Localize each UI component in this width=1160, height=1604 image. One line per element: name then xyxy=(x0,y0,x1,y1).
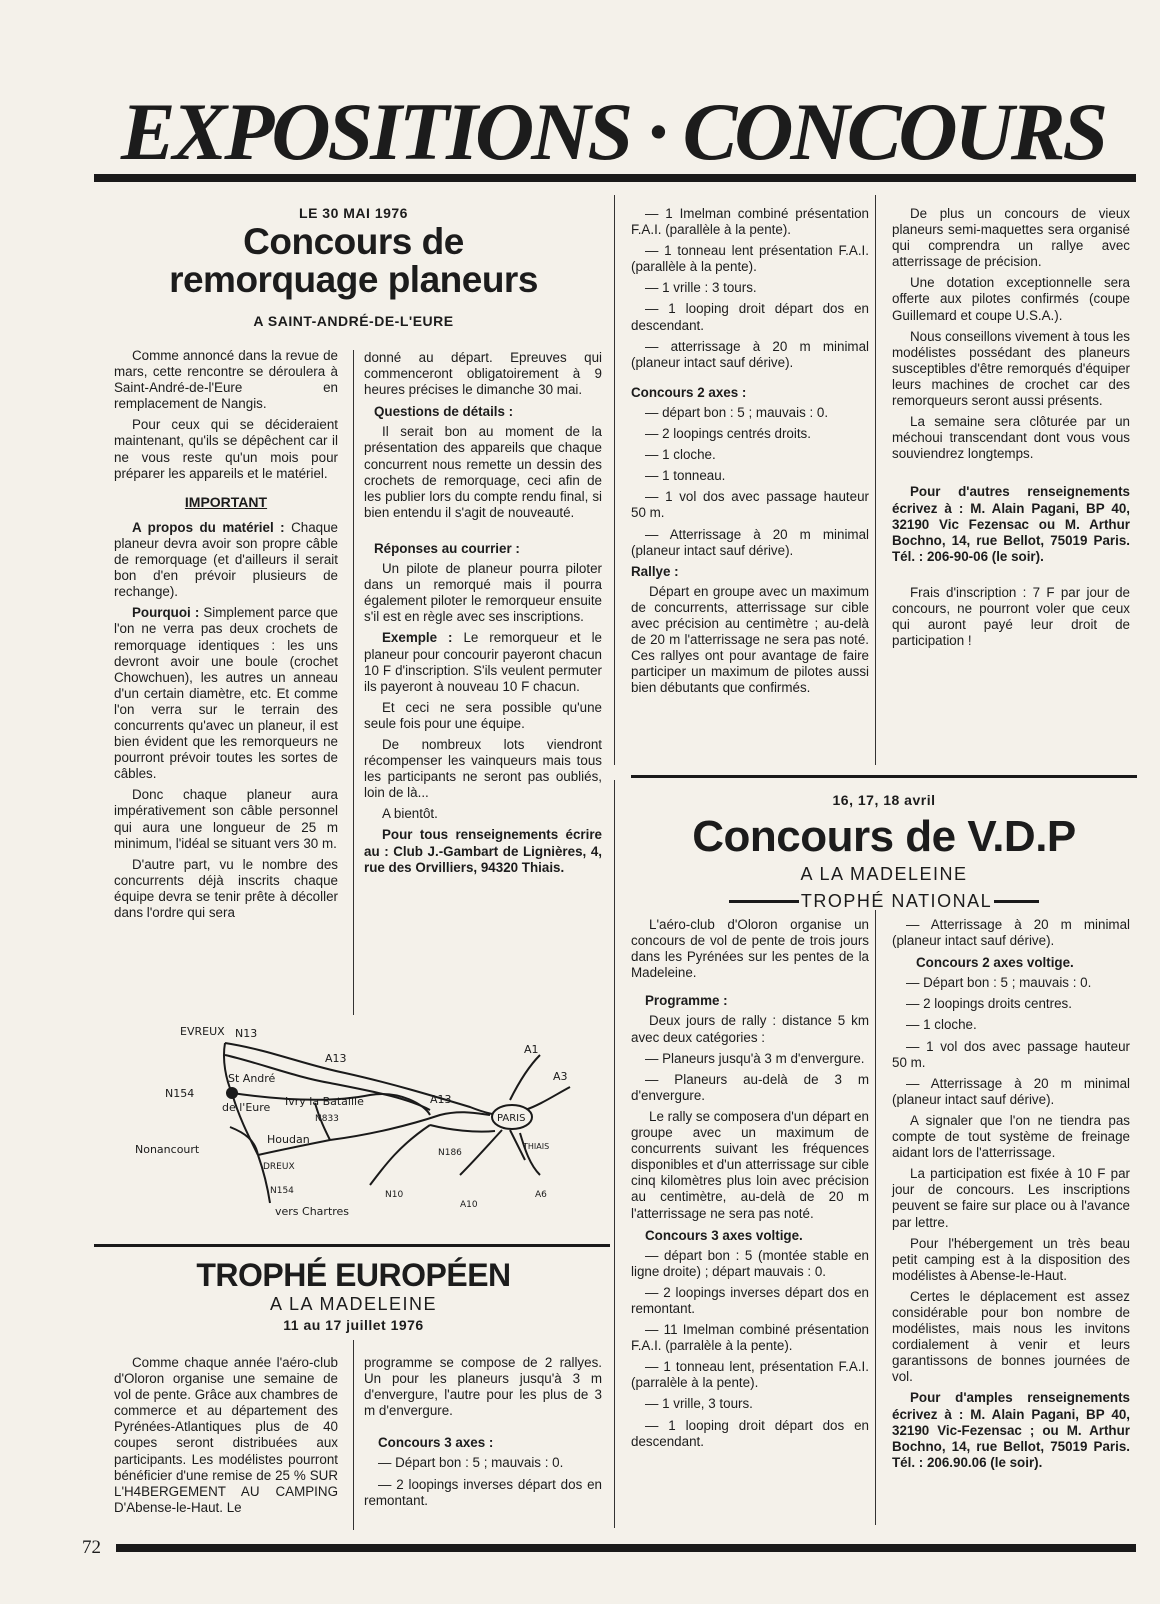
list-item: — Atterrissage à 20 m minimal (planeur intact sauf dérive). xyxy=(892,917,1130,949)
list-item: — 1 tonneau lent présentation F.A.I. (parallèle à la pente). xyxy=(631,243,869,275)
label-a1: A1 xyxy=(524,1043,539,1056)
paragraph xyxy=(114,520,338,600)
label-n13: N13 xyxy=(235,1027,258,1040)
list-item: — 1 vrille : 3 tours. xyxy=(645,280,757,296)
page-number: 72 xyxy=(82,1537,101,1558)
subtitle-rule-left xyxy=(729,900,799,903)
contact-paragraph: Pour d'amples renseignements écrivez à : M. Alain Pagani, BP 40, 32190 Vic-Fezensac ; ou M. Arthur Bochno, 14, rue Bellot, 75019 Paris. Tél. : 206.90.06 (le soir). xyxy=(892,1390,1130,1470)
remorquage-header xyxy=(96,205,611,329)
paragraph: Un pilote de planeur pourra piloter dans un remorqué mais il pourra également piloter le remorqueur ensuite s'il est en règle avec ses inscriptions. xyxy=(364,561,602,625)
label-a13-north: A13 xyxy=(325,1052,347,1065)
list-item: — départ bon : 5 ; mauvais : 0. xyxy=(645,404,829,420)
text: Le remorqueur et le planeur pour concourir payeront chacun 10 F d'inscription. S'ils veulent permuter ils payeront à nouveau 10 F chacun. xyxy=(364,630,602,694)
label-houdan: Houdan xyxy=(267,1133,310,1146)
paragraph: Deux jours de rally : distance 5 km avec deux catégories : xyxy=(631,1013,869,1045)
list-item: — 2 loopings droits centres. xyxy=(906,996,1072,1012)
paragraph: L'aéro-club d'Oloron organise un concours de vol de pente de trois jours dans les Pyrénées sur les pentes de la Madeleine. xyxy=(631,917,869,981)
column-rule-4 xyxy=(614,780,615,1528)
list-item: — 1 vol dos avec passage hauteur 50 m. xyxy=(631,489,869,521)
label-n154-south: N154 xyxy=(270,1186,294,1196)
paragraph: A bientôt. xyxy=(382,806,438,822)
list-item: — Planeurs jusqu'à 3 m d'envergure. xyxy=(645,1050,865,1066)
column-rule-1 xyxy=(353,350,354,1015)
heading-rallye: Rallye : xyxy=(631,563,679,579)
vdp-header xyxy=(631,792,1137,912)
paragraph: Donc chaque planeur aura impérativement son câble personnel qui aura une longueur de 25 m minimum, l'idéal se situant vers 30 m. xyxy=(114,787,338,851)
label: Exemple : xyxy=(382,630,453,646)
paragraph: Nous conseillons vivement à tous les modélistes possédant des planeurs susceptibles d'être remorqués d'équiper leurs machines de crochet car des remorqueurs seront aussi présents. xyxy=(892,328,1130,409)
paragraph: donné au départ. Epreuves qui commenceront obligatoirement à 9 heures précises le dimanche 30 mai. xyxy=(364,350,602,398)
list-item: — 1 looping droit départ dos en descendant. xyxy=(631,1417,869,1449)
heading-concours-2-axes: Concours 2 axes : xyxy=(631,384,747,400)
text: Simplement parce que l'on ne verra pas deux crochets de remorquage identiques : les uns devront avoir une boule (crochet Chowchuen), les autres un anneau d'un certain diamètre, etc. Et comme l'on verra sur le terrain des concurrents qu'avec un planeur, il est bien évident que les remorqueurs ne pourront prévoir toutes les sortes de câbles. xyxy=(114,605,338,782)
standre-marker xyxy=(226,1087,238,1099)
list-item: — 11 Imelman combiné présentation F.A.I. (parralèle à la pente). xyxy=(631,1322,869,1354)
europeen-header xyxy=(96,1258,611,1333)
list-item: — atterrissage à 20 m minimal (planeur intact sauf dérive). xyxy=(631,338,869,370)
label-thiais: THIAIS xyxy=(523,1142,550,1151)
europeen-place: A LA MADELEINE xyxy=(269,1294,438,1314)
label-standre-1: St André xyxy=(228,1072,276,1085)
list-item: — 1 vrille, 3 tours. xyxy=(645,1396,753,1412)
paragraph: Le rally se composera d'un départ en groupe avec un maximum de concurrents suivant les fréquences disponibles et d'un atterrissage sur cible cinq kilomètres plus loin avec précision au centimètre, au-delà de 20 m l'atterrissage ne sera pas noté. xyxy=(631,1108,869,1221)
heading-programme: Programme : xyxy=(645,993,728,1009)
list-item: — 1 cloche. xyxy=(645,447,716,463)
vdp-subtitle: TROPHÉ NATIONAL xyxy=(800,891,993,911)
paragraph: De nombreux lots viendront récompenser les vainqueurs mais tous les participants ne seront pas oubliés, loin de là... xyxy=(364,736,602,801)
label: Pourquoi : xyxy=(132,605,200,621)
list-item: — Atterrissage à 20 m minimal (planeur intact sauf dérive). xyxy=(892,1075,1130,1107)
label-n10: N10 xyxy=(385,1190,404,1200)
label-standre-2: de l'Eure xyxy=(222,1101,271,1114)
heading-concours-2-axes-voltige: Concours 2 axes voltige. xyxy=(916,955,1074,971)
vdp-subtitle-row xyxy=(631,891,1137,912)
paragraph: De plus un concours de vieux planeurs semi-maquettes sera organisé qui comprendra un rallye avec atterrissage de précision. xyxy=(892,206,1130,270)
subtitle-rule-right xyxy=(994,900,1039,903)
list-item: — 1 vol dos avec passage hauteur 50 m. xyxy=(892,1038,1130,1070)
label-ivry: Ivry la Bataille xyxy=(285,1095,364,1108)
list-item: — départ bon : 5 (montée stable en ligne droite) ; départ mauvais : 0. xyxy=(631,1247,869,1279)
list-item: — 1 tonneau. xyxy=(645,468,726,484)
paragraph: A signaler que l'on ne tiendra pas compte de tout système de freinage aidant lors de l'atterrissage. xyxy=(892,1112,1130,1161)
paragraph: La semaine sera clôturée par un méchoui transcendant dont vous vous souviendrez longtemps. xyxy=(892,414,1130,462)
road-a1 xyxy=(510,1055,540,1100)
road-n154-north xyxy=(224,1043,232,1093)
road-nonancourt xyxy=(230,1127,258,1155)
road-n10 xyxy=(370,1125,430,1185)
label-a10: A10 xyxy=(460,1200,478,1210)
vieux-planeurs-column xyxy=(892,206,1130,654)
column-rule-5 xyxy=(353,1340,354,1530)
masthead-title: EXPOSITIONS · CONCOURS xyxy=(120,92,1106,172)
label-n154-north: N154 xyxy=(165,1087,195,1100)
footer-rule xyxy=(116,1544,1136,1552)
list-item: — 1 looping droit départ dos en descendant. xyxy=(631,301,869,333)
vdp-title: Concours de V.D.P xyxy=(692,812,1076,861)
paragraph: La participation est fixée à 10 F par jour de concours. Les inscriptions peuvent se faire sur place ou à l'avance par lettre. xyxy=(892,1166,1130,1230)
label: A propos du matériel : xyxy=(132,519,285,535)
vdp-column-2 xyxy=(892,917,1130,1476)
paragraph: programme se compose de 2 rallyes. Un pour les planeurs jusqu'à 3 m d'envergure, l'autre pour les plus de 3 m d'envergure. xyxy=(364,1355,602,1419)
paragraph: Il serait bon au moment de la présentation des appareils que chaque concurrent nous remette un dessin des crochets de remorquage, ceci afin de les publier lors du compte rendu final, si bien entendu il s'agit de nouveauté. xyxy=(364,424,602,520)
paragraph: Une dotation exceptionnelle sera offerte aux pilotes confirmés (coupe Guillemard et coupe U.S.A.). xyxy=(892,275,1130,323)
road-houdan-paris xyxy=(330,1112,490,1140)
heading-details: Questions de détails : xyxy=(374,404,514,420)
contact-paragraph: Pour d'autres renseignements écrivez à : M. Alain Pagani, BP 40, 32190 Vic Fezensac ou M. Arthur Bochno, 14, rue Bellot, 75019 Paris. Tél. : 206-90-06 (le soir). xyxy=(892,484,1130,564)
paragraph: Pour ceux qui se décideraient maintenant, qu'ils se dépêchent car il ne vous reste qu'un mois pour préparer les appareils et le matériel. xyxy=(114,417,338,481)
label-n833: N833 xyxy=(315,1114,339,1124)
map-labels xyxy=(135,1025,568,1218)
label-a13-south: A13 xyxy=(430,1093,452,1106)
remorquage-title-line2: remorquage planeurs xyxy=(169,259,538,300)
vdp-date: 16, 17, 18 avril xyxy=(832,792,936,808)
heading-concours-3-axes: Concours 3 axes : xyxy=(378,1435,494,1451)
list-item: — Planeurs au-delà de 3 m d'envergure. xyxy=(631,1071,869,1103)
heading-concours-3-axes: Concours 3 axes voltige. xyxy=(645,1227,803,1243)
list-item: — Départ bon : 5 ; mauvais : 0. xyxy=(378,1455,564,1471)
europeen-column-1 xyxy=(114,1355,338,1521)
remorquage-place: A SAINT-ANDRÉ-DE-L'EURE xyxy=(253,313,454,329)
masthead-rule xyxy=(94,174,1136,182)
heading-courrier: Réponses au courrier : xyxy=(374,540,520,556)
contact-paragraph: Pour tous renseignements écrire au : Club J.-Gambart de Lignières, 4, rue des Orvilliers, 94320 Thiais. xyxy=(364,827,602,875)
road-a3 xyxy=(525,1087,570,1110)
label-chartres: vers Chartres xyxy=(275,1205,350,1218)
column-rule-6 xyxy=(875,910,876,1525)
important-heading: IMPORTANT xyxy=(184,493,268,510)
remorquage-column-1 xyxy=(114,348,338,926)
paragraph: Frais d'inscription : 7 F par jour de concours, ne pourront voler que ceux qui auront payé leur droit de participation ! xyxy=(892,584,1130,649)
label-evreux: EVREUX xyxy=(180,1025,225,1038)
label-a3: A3 xyxy=(553,1070,568,1083)
label-nonancourt: Nonancourt xyxy=(135,1143,200,1156)
label-paris: PARIS xyxy=(497,1113,526,1124)
paragraph xyxy=(364,630,602,694)
text: Chaque planeur devra avoir son propre câble de remorquage (et d'ailleurs il serait bon d'en prévoir plusieurs de rechange). xyxy=(114,519,338,600)
list-item: — Atterrissage à 20 m minimal (planeur intact sauf dérive). xyxy=(631,526,869,558)
europeen-title: TROPHÉ EUROPÉEN xyxy=(196,1257,511,1293)
list-item: — 2 loopings inverses départ dos en remontant. xyxy=(631,1284,869,1316)
vdp-top-rule xyxy=(631,775,1137,778)
paragraph: Et ceci ne sera possible qu'une seule fois pour une équipe. xyxy=(364,699,602,731)
label-a6: A6 xyxy=(535,1190,547,1200)
remorquage-column-2 xyxy=(364,350,602,881)
epreuves-column xyxy=(631,206,869,701)
list-item: — 2 loopings centrés droits. xyxy=(645,426,811,442)
column-rule-2 xyxy=(614,195,615,765)
europeen-column-2 xyxy=(364,1355,602,1514)
europeen-top-rule xyxy=(94,1244,610,1247)
vdp-place: A LA MADELEINE xyxy=(800,864,968,884)
list-item: — 1 Imelman combiné présentation F.A.I. (parallèle à la pente). xyxy=(631,206,869,238)
list-item: — 1 cloche. xyxy=(906,1017,977,1033)
list-item: — 1 tonneau lent, présentation F.A.I. (parralèle à la pente). xyxy=(631,1359,869,1391)
paragraph: Comme annoncé dans la revue de mars, cette rencontre se déroulera à Saint-André-de-l'Eure en remplacement de Nangis. xyxy=(114,348,338,412)
label-dreux: DREUX xyxy=(263,1162,295,1172)
remorquage-date: LE 30 MAI 1976 xyxy=(299,205,408,221)
list-item: — 2 loopings inverses départ dos en remontant. xyxy=(364,1476,602,1508)
paragraph: Comme chaque année l'aéro-club d'Oloron organise une semaine de vol de pente. Grâce aux chambres de commerce et au département des Pyrénées-Atlantiques plus de 40 coupes seront distribuées aux participants. Les modélistes pourront bénéficier d'une remise de 25 % SUR L'H4BERGEMENT AU CAMPING D'Abense-le-Haut. Le xyxy=(114,1355,338,1515)
label-n186: N186 xyxy=(438,1148,462,1158)
road-a10 xyxy=(460,1130,502,1175)
list-item: — Départ bon : 5 ; mauvais : 0. xyxy=(906,975,1092,991)
road-n186 xyxy=(430,1125,495,1132)
paragraph: Certes le déplacement est assez considérable pour bon nombre de modélistes, mais nous les invitons cordialement à venir et leurs garantissons de bonnes journées de vol. xyxy=(892,1288,1130,1385)
europeen-dates: 11 au 17 juillet 1976 xyxy=(283,1317,424,1333)
vdp-column-1 xyxy=(631,917,869,1455)
road-map xyxy=(130,1025,600,1230)
paragraph: Pour l'hébergement un très beau petit camping est à la disposition des modélistes à Abense-le-Haut. xyxy=(892,1235,1130,1283)
paragraph xyxy=(114,605,338,782)
column-rule-3 xyxy=(875,195,876,765)
paragraph: Départ en groupe avec un maximum de concurrents, atterrissage sur cible avec précision au centimètre ; au-delà de 20 m l'atterrissage ne sera pas noté. Ces rallyes ont pour avantage de faire participer un maximum de pilotes aussi bien débutants que confirmés. xyxy=(631,583,869,696)
paragraph: D'autre part, vu le nombre des concurrents déjà inscrits chaque équipe devra se tenir prête à décoller dans l'ordre qui sera xyxy=(114,856,338,920)
remorquage-title-line1: Concours de xyxy=(243,221,464,262)
